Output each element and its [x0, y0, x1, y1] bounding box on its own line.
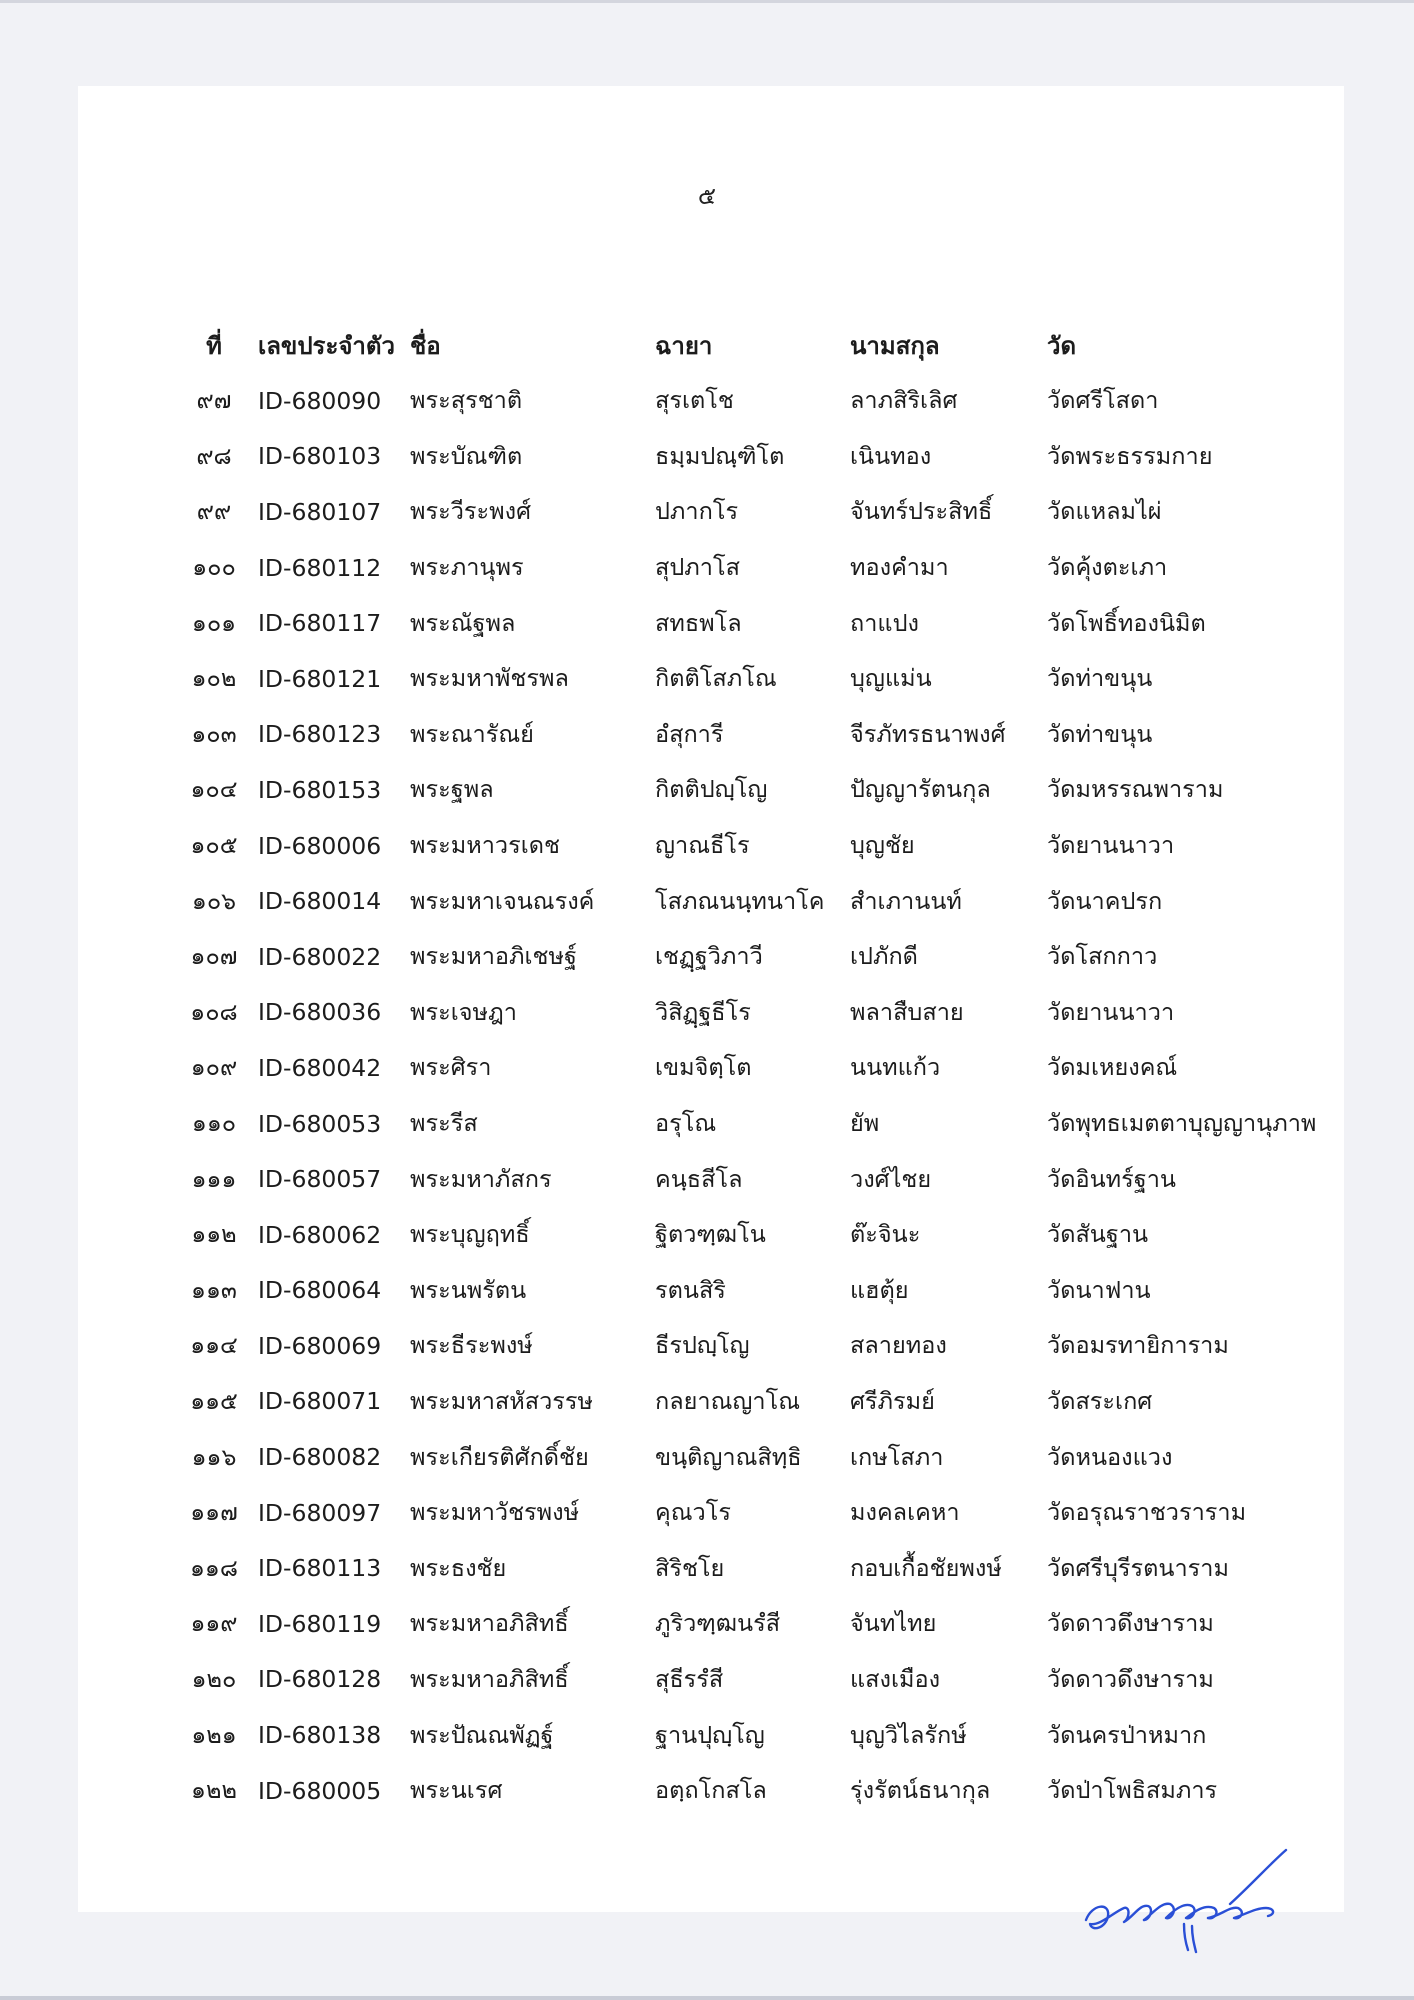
table-row [170, 651, 1316, 707]
monk-name: พระฐพล [410, 775, 494, 804]
surname: มงคลเคหา [850, 1498, 960, 1527]
member-id: ID-680005 [258, 1776, 382, 1805]
ordination-name: วิสิฏฺฐธีโร [655, 997, 751, 1026]
temple-name: วัดศรีบุรีรตนาราม [1047, 1553, 1229, 1582]
table-row [170, 595, 1316, 651]
monk-name: พระปัณณพัฏฐ์ [410, 1720, 554, 1749]
handwritten-signature [1080, 1846, 1300, 1966]
row-number: ๑๑๓ [191, 1275, 237, 1304]
temple-name: วัดนาฟาน [1047, 1275, 1151, 1304]
monk-name: พระศิรา [410, 1053, 492, 1082]
surname: จันทไทย [850, 1609, 937, 1638]
temple-name: วัดท่าขนุน [1047, 664, 1153, 693]
surname: แสงเมือง [850, 1664, 941, 1693]
row-number: ๑๐๕ [190, 831, 238, 860]
ordination-name: ธีรปญฺโญ [655, 1331, 750, 1360]
row-number: ๑๐๗ [190, 942, 238, 971]
surname: เปภักดี [850, 942, 918, 971]
member-id: ID-680138 [258, 1721, 382, 1750]
ordination-name: คุณวโร [655, 1498, 731, 1527]
monk-name: พระณารัณย์ [410, 719, 534, 748]
row-number: ๑๒๐ [191, 1664, 237, 1693]
temple-name: วัดอมรทายิการาม [1047, 1331, 1229, 1360]
member-id: ID-680153 [258, 775, 382, 804]
monk-roster-table [170, 318, 1316, 1818]
member-id: ID-680090 [258, 386, 382, 415]
table-row [170, 1763, 1316, 1819]
header-temple: วัด [1047, 332, 1077, 360]
member-id: ID-680103 [258, 442, 382, 471]
row-number: ๑๑๙ [190, 1609, 238, 1638]
temple-name: วัดมเหยงคณ์ [1047, 1053, 1178, 1082]
table-row [170, 1151, 1316, 1207]
row-number: ๑๐๔ [190, 775, 238, 804]
monk-name: พระมหาอภิเชษฐ์ [410, 942, 577, 971]
temple-name: วัดยานนาวา [1047, 831, 1175, 860]
temple-name: วัดดาวดึงษาราม [1047, 1609, 1214, 1638]
monk-name: พระมหาอภิสิทธิ์ [410, 1664, 569, 1693]
row-number: ๙๙ [196, 497, 232, 526]
surname: สำเภานนท์ [850, 886, 962, 915]
temple-name: วัดอรุณราชวราราม [1047, 1498, 1247, 1527]
header-surname: นามสกุล [850, 332, 940, 360]
surname: ต๊ะจินะ [850, 1220, 921, 1249]
member-id: ID-680119 [258, 1609, 382, 1638]
ordination-name: ฐานปุญฺโญ [655, 1720, 765, 1749]
row-number: ๙๘ [196, 441, 232, 470]
ordination-name: กิตติปญฺโญ [655, 775, 768, 804]
monk-name: พระณัฐพล [410, 608, 516, 637]
table-row [170, 762, 1316, 818]
row-number: ๑๑๖ [191, 1442, 237, 1471]
temple-name: วัดยานนาวา [1047, 997, 1175, 1026]
member-id: ID-680064 [258, 1276, 382, 1305]
monk-name: พระธงชัย [410, 1553, 507, 1582]
table-row [170, 484, 1316, 540]
row-number: ๑๐๓ [191, 719, 237, 748]
table-row [170, 373, 1316, 429]
monk-name: พระบัณฑิต [410, 441, 523, 470]
surname: จีรภัทรธนาพงศ์ [850, 719, 1006, 748]
ordination-name: สุปภาโส [655, 553, 740, 582]
table-row [170, 1429, 1316, 1485]
scan-edge-bottom [0, 1996, 1414, 2000]
member-id: ID-680022 [258, 942, 382, 971]
member-id: ID-680112 [258, 553, 382, 582]
surname: บุญชัย [850, 831, 915, 860]
table-row [170, 1263, 1316, 1319]
ordination-name: อตฺถโกสโล [655, 1776, 767, 1805]
table-body [170, 373, 1316, 1818]
member-id: ID-680057 [258, 1165, 382, 1194]
row-number: ๑๐๑ [191, 608, 237, 637]
ordination-name: ขนฺติญาณสิทฺธิ [655, 1442, 802, 1471]
table-row [170, 1707, 1316, 1763]
member-id: ID-680113 [258, 1554, 382, 1583]
member-id: ID-680123 [258, 720, 382, 749]
surname: จันทร์ประสิทธิ์ [850, 497, 993, 526]
ordination-name: สุรเตโช [655, 386, 734, 415]
table-row [170, 929, 1316, 985]
table-row [170, 1374, 1316, 1430]
table-row [170, 1596, 1316, 1652]
row-number: ๑๑๔ [190, 1331, 238, 1360]
temple-name: วัดพระธรรมกาย [1047, 441, 1213, 470]
table-row [170, 985, 1316, 1041]
table-row [170, 540, 1316, 596]
row-number: ๑๑๕ [190, 1386, 238, 1415]
row-number: ๑๐๐ [192, 553, 236, 582]
table-row [170, 707, 1316, 763]
ordination-name: คนฺธสีโล [655, 1164, 743, 1193]
table-row [170, 1652, 1316, 1708]
row-number: ๑๑๑ [191, 1164, 237, 1193]
temple-name: วัดอินทร์ฐาน [1047, 1164, 1176, 1193]
surname: บุญแม่น [850, 664, 932, 693]
page-number: ๕ [697, 182, 717, 210]
ordination-name: เชฏฺฐวิภาวี [655, 942, 763, 971]
ordination-name: กลยาณญาโณ [655, 1386, 801, 1415]
monk-name: พระมหาเจนณรงค์ [410, 886, 595, 915]
surname: ศรีภิรมย์ [850, 1386, 935, 1415]
table-header-row [170, 318, 1316, 373]
ordination-name: ปภากโร [655, 497, 739, 526]
ordination-name: เขมจิตฺโต [655, 1053, 752, 1082]
member-id: ID-680014 [258, 887, 382, 916]
monk-name: พระบุญฤทธิ์ [410, 1220, 530, 1249]
temple-name: วัดนาคปรก [1047, 886, 1163, 915]
monk-name: พระรีส [410, 1109, 478, 1138]
member-id: ID-680107 [258, 497, 382, 526]
surname: เนินทอง [850, 441, 932, 470]
monk-name: พระเจษฎา [410, 997, 518, 1026]
table-row [170, 1485, 1316, 1541]
row-number: ๑๐๖ [191, 886, 237, 915]
ordination-name: ภูริวฑฺฒนรํสี [655, 1609, 781, 1638]
header-id: เลขประจำตัว [258, 332, 395, 360]
surname: ลาภสิริเลิศ [850, 386, 958, 415]
monk-name: พระนพรัตน [410, 1275, 527, 1304]
temple-name: วัดป่าโพธิสมภาร [1047, 1776, 1218, 1805]
header-no: ที่ [206, 332, 222, 360]
table-row [170, 1040, 1316, 1096]
monk-name: พระธีระพงษ์ [410, 1331, 533, 1360]
temple-name: วัดสระเกศ [1047, 1386, 1153, 1415]
member-id: ID-680071 [258, 1387, 382, 1416]
temple-name: วัดหนองแวง [1047, 1442, 1173, 1471]
row-number: ๙๗ [196, 386, 232, 415]
surname: ถาแปง [850, 608, 919, 637]
table-row [170, 1096, 1316, 1152]
surname: รุ่งรัตน์ธนากุล [850, 1776, 991, 1805]
monk-name: พระนเรศ [410, 1776, 503, 1805]
table-row [170, 818, 1316, 874]
row-number: ๑๑๒ [191, 1220, 237, 1249]
temple-name: วัดโพธิ์ทองนิมิต [1047, 608, 1206, 637]
member-id: ID-680042 [258, 1053, 382, 1082]
ordination-name: โสภณนนฺทนาโค [655, 886, 825, 915]
member-id: ID-680121 [258, 664, 382, 693]
monk-name: พระมหาสหัสวรรษ [410, 1386, 594, 1415]
row-number: ๑๐๘ [190, 997, 238, 1026]
temple-name: วัดแหลมไผ่ [1047, 497, 1162, 526]
row-number: ๑๑๗ [190, 1498, 238, 1527]
table-row [170, 1540, 1316, 1596]
temple-name: วัดศรีโสดา [1047, 386, 1159, 415]
member-id: ID-680128 [258, 1665, 382, 1694]
surname: นนทแก้ว [850, 1053, 941, 1082]
monk-name: พระเกียรติศักดิ์ชัย [410, 1442, 589, 1471]
monk-name: พระวีระพงศ์ [410, 497, 532, 526]
header-name: ชื่อ [410, 332, 441, 360]
surname: วงศ์ไชย [850, 1164, 932, 1193]
temple-name: วัดโสกกาว [1047, 942, 1158, 971]
monk-name: พระมหาภัสกร [410, 1164, 552, 1193]
temple-name: วัดพุทธเมตตาบุญญานุภาพ [1047, 1109, 1317, 1138]
ordination-name: สทธพโล [655, 608, 742, 637]
surname: บุญวิไลรักษ์ [850, 1720, 967, 1749]
monk-name: พระมหาวัชรพงษ์ [410, 1498, 580, 1527]
row-number: ๑๐๙ [190, 1053, 238, 1082]
ordination-name: สุธีรรํสี [655, 1664, 724, 1693]
member-id: ID-680082 [258, 1443, 382, 1472]
member-id: ID-680117 [258, 609, 382, 638]
row-number: ๑๑๘ [190, 1553, 238, 1582]
temple-name: วัดสันฐาน [1047, 1220, 1149, 1249]
surname: เกษโสภา [850, 1442, 944, 1471]
temple-name: วัดนครป่าหมาก [1047, 1720, 1207, 1749]
monk-name: พระสุรชาติ [410, 386, 523, 415]
table-row [170, 429, 1316, 485]
row-number: ๑๐๒ [191, 664, 237, 693]
table-row [170, 873, 1316, 929]
surname: ทองคำมา [850, 553, 949, 582]
surname: ปัญญารัตนกุล [850, 775, 991, 804]
ordination-name: ธมฺมปณฺฑิโต [655, 441, 785, 470]
monk-name: พระมหาพัชรพล [410, 664, 569, 693]
row-number: ๑๒๑ [191, 1720, 237, 1749]
ordination-name: รตนสิริ [655, 1275, 726, 1304]
temple-name: วัดดาวดึงษาราม [1047, 1664, 1214, 1693]
ordination-name: กิตติโสภโณ [655, 664, 777, 693]
ordination-name: สิริชโย [655, 1553, 725, 1582]
surname: แฮตุ้ย [850, 1275, 909, 1304]
ordination-name: อรุโณ [655, 1109, 717, 1138]
row-number: ๑๑๐ [191, 1109, 237, 1138]
surname: พลาสืบสาย [850, 997, 964, 1026]
member-id: ID-680036 [258, 998, 382, 1027]
monk-name: พระภานุพร [410, 553, 524, 582]
member-id: ID-680062 [258, 1220, 382, 1249]
ordination-name: อํสุการี [655, 719, 724, 748]
header-ordination-name: ฉายา [655, 332, 713, 360]
monk-name: พระมหาวรเดช [410, 831, 560, 860]
surname: กอบเกื้อชัยพงษ์ [850, 1553, 1002, 1582]
monk-name: พระมหาอภิสิทธิ์ [410, 1609, 569, 1638]
surname: ยัพ [850, 1109, 880, 1138]
table-row [170, 1318, 1316, 1374]
ordination-name: ฐิตวฑฺฒโน [655, 1220, 766, 1249]
member-id: ID-680006 [258, 831, 382, 860]
member-id: ID-680053 [258, 1109, 382, 1138]
scan-edge-top [0, 0, 1414, 3]
ordination-name: ญาณธีโร [655, 831, 750, 860]
row-number: ๑๒๒ [191, 1776, 237, 1805]
temple-name: วัดมหรรณพาราม [1047, 775, 1224, 804]
table-row [170, 1207, 1316, 1263]
member-id: ID-680097 [258, 1498, 382, 1527]
surname: สลายทอง [850, 1331, 947, 1360]
temple-name: วัดคุ้งตะเภา [1047, 553, 1168, 582]
member-id: ID-680069 [258, 1331, 382, 1360]
temple-name: วัดท่าขนุน [1047, 719, 1153, 748]
